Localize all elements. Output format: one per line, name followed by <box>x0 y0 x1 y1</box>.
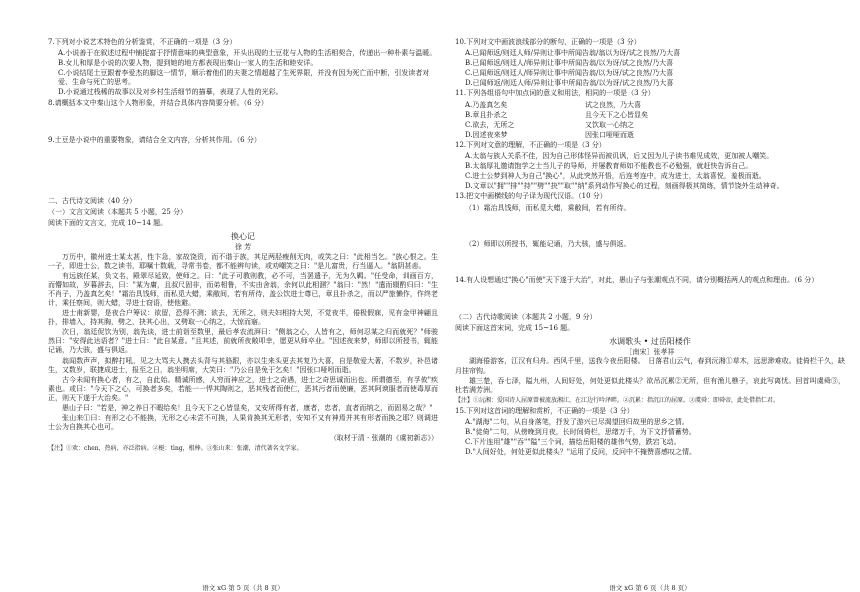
q10-option-c: C.已闻师返/则廷人/师异则让事中所闻告翁/以为讶/试之良然/乃大喜 <box>465 69 674 78</box>
q11-b-left: B.章且扑杀之 <box>465 110 508 119</box>
q11-c-right: 又饮取一心纳之 <box>585 120 634 129</box>
question-12: 12.下列对文意的理解，不正确的一项是（3 分） <box>455 140 606 149</box>
question-10: 10.下列对文中画波浪线部分的断句，正确的一项是（3 分） <box>455 38 641 46</box>
poem-title: 水调歌头 • 过岳阳楼作 <box>609 336 691 346</box>
q11-b-right: 且今天下之心皆显矣 <box>585 110 648 119</box>
q13-item-2: （2）师即以所授书，辄能记诵，乃大骇，盛与俱返。 <box>465 239 631 248</box>
q13-item-1: （1）霜治具饯师，而私觅大蜡，乘敝间，若有所待。 <box>465 203 631 212</box>
passage-paragraph: 愚山子曰："若是，神之养日不暇给矣！且今天下之心皆显矣，又安所得有者，康者，忠者，直者而纳之，而固易之哉？" <box>62 404 433 413</box>
question-9: 9.土豆是小说中的重要物象，请结合全文内容，分析其作用。（6 分） <box>48 135 261 144</box>
q11-option-a <box>465 101 845 110</box>
q10-option-d: D.已闻师返/则廷人师/异则让事中所闻告翁/以为讶/试之良然/乃大喜 <box>465 79 674 88</box>
q11-c-left: C.欲去，无所之 <box>465 120 515 129</box>
question-7: 7.下列对小说艺术特色的分析鉴赏，不正确的一项是（3 分） <box>48 38 237 46</box>
q10-option-a: A.已闻师返/则廷人师/异则让事中所闻告翁/翁以为讶/试之良然/乃大喜 <box>465 49 681 58</box>
passage-paragraph: 有远族任某，负文名，殿翠尽延致，使师之。曰："此子可教则教，必不可，当罢遣予，无为久羁。"任受命，训画百方，而懵如故，岁暮辞去，曰："某为庸，且叔尺固非，而弟相鲁，不实由舍翁，余何以此相溷？"翁曰："然！"遣而辍酌归曰："生不肖子，乃盖真乞矣！"霜治具饯师，而私觅大蜡，乘敝间，若有所待，盖公饮进士尊已，章且扑杀之，而以严旅懒作，作终老计，乘任察间，则大蜡，寻进士窃语，使他避。 <box>48 271 438 307</box>
question-15: 15.下列对这首词的理解和赏析，不正确的一项是（3 分） <box>455 406 634 415</box>
q7-option-d: D.小说通过栈稀的故事以及对乡村生活细节的描摹，表现了人性的光彩。 <box>58 88 283 97</box>
answer-space <box>48 110 438 136</box>
q11-d-left: D.因述夜来梦 <box>465 130 508 139</box>
question-11: 11.下列各组语句中加点词的意义和用法，相同的一项是（3 分） <box>455 89 655 98</box>
section-heading: 二、古代诗文阅读（40 分） <box>48 196 137 205</box>
poem-footnote: 【注】①沅湘：爱国诗人屈原曾被流放湘江，在江边行吟泽畔。②沉累：指沉江的屈原。③虞舜：即舜帝，此处借指仁君。 <box>455 396 780 404</box>
q7-option-b: B.女儿和厚是小说的次要人物，提到她的地方都表现出秦山一家人的生活和睦安详。 <box>58 59 318 68</box>
passage-title: 换心记 <box>231 232 255 242</box>
q7-option-c: C.小说结尾土豆跟着李爱杰的脚这一情节，顺示着他们的夫妻之情超越了生死界限，并没有因为死亡而中断，引发读者对爱、生命与死亡的思考。 <box>58 69 430 87</box>
q11-option-d <box>465 131 845 140</box>
passage-paragraph: 次日，翁廷促饮为别，翁先谈，进士前诣至数里，最后孝农流湃曰："侧翁之心，人皆有之，师何忍某之归而就死？"师骏然曰："安得此达语者？"进士曰："此自某意。"且其述，前就所夜敞叩幸，愿更从师卒业。"因述夜来梦，师即以所授书，辄能记诵，乃大骇，盛与俱返。 <box>48 328 438 355</box>
q11-a-left: A.乃盖真乞矣 <box>465 100 508 109</box>
q11-option-b <box>465 111 845 120</box>
q11-option-c <box>465 121 845 130</box>
q11-a-right: 试之良然，乃大喜 <box>585 100 641 109</box>
instruction: 阅读下面这首宋词，完成 15~16 题。 <box>455 323 575 332</box>
subsection-heading: （一）文言文阅读（本题共 5 小题，25 分） <box>48 207 188 216</box>
q15-option-b: B."徒倚"二句，从傍晚到月夜，长时间倚栏，思绪万千，为下文抒情蓄势。 <box>465 427 696 436</box>
q7-option-a: A.小说善于在叙述过程中铺捉富于抒情意味的典型意象，开头出现的土豆花与人物的生活相契合，传递出一种朴素与温暖。 <box>58 49 437 58</box>
passage-paragraph: 万历中，徽州进士某太甚，性卞急，家故饶资，而不谐于族，其足两胫瘦削无肉，或笑之曰："此相当乞。"族心恨之。生一子，即进士公，数之读书，耶嘱十数载，寻常书卷，都不能辨句读，或劝嘲笑之曰："是儿富贵，行当逼人。"翁阴甚恚。 <box>48 252 438 270</box>
page-footer: 语文 xG 第 6 页（共 8 页） <box>609 583 691 592</box>
answer-space <box>48 147 438 193</box>
q12-option-d: D.文章以"拥""排""持""劈""抉""取""纳"系列动作写换心的过程，刻画得极其简练，情节饶外生动神奇。 <box>465 182 784 191</box>
q15-option-c: C.下片连用"雄""吞""隘"三个词，描绘岳阳楼的雄伟气势，跌宕飞动。 <box>465 437 681 446</box>
passage-paragraph: 进士甫新婴，是夜合户筹议：欲留，恐得不测；欲去，无所之，则夫妇相持大哭，不觉夜半，倦极假寐，见有金甲神翩且扑，排墙入，持其胸，劈之，抉其心出，又劈取一心纳之，大惊而寤。 <box>48 309 438 327</box>
footnote: 【注】①欢：chen，热病，亦泛指病。②梃：tìng，根棒。③张山来：张潮，清代著名文学家。 <box>48 445 303 453</box>
right-page <box>455 38 845 592</box>
q15-option-d: D."人间好处，何处更似此楼头？"运用了反问，反问中不掩赞喜感叹之情。 <box>465 448 697 456</box>
question-13: 13.把文中画横线的句子译为现代汉语。（10 分） <box>455 192 607 201</box>
q11-d-right: 因张口哑哑而逝 <box>585 130 634 139</box>
answer-space <box>455 250 845 276</box>
q10-option-b: B.已闻师返/则廷人/师异则让事中所闻告翁/以为讶/试之良然/乃大喜 <box>465 59 674 68</box>
instruction: 阅读下面的文言文，完成 10~14 题。 <box>48 218 168 227</box>
passage-author: 徐 芳 <box>234 243 252 252</box>
passage-paragraph: 古今未闻有换心者，有之，自此始。精诚所感，人穷而神应之，进士之奇遇，进士之奇思诚而出也。所谓德至，有孚攸"疾素也。或曰："今天下之心，可换者多矣，若能一一悍其陶则之，恶其残者而使仁，恶其污者而使廉，恶其阿谀服者而使毒厚而正，则天下遂于大治矣。" <box>48 375 438 402</box>
q12-option-a: A.太翁与族人关系不佳，因为自己形体怪异而被讥讽，后又因为儿子读书难见成效，更加被人嘲笑。 <box>465 152 774 161</box>
passage-paragraph: 翁闻数声声，拟醉打吼，见之大骂夫人携去头背与其骆跟，亦以生来头更去其复乃大喜，自是敬爱大著，不数岁，补邑诸生，又数岁，联捷成进士，报至之日，翁坐明席，大笑曰："乃公自是免于乞矣！"因张口哑吲而逝。 <box>48 356 438 374</box>
left-page <box>48 38 438 592</box>
page-footer: 语文 xG 第 5 页（共 8 页） <box>202 583 284 592</box>
question-14: 14.有人设想通过"换心"而使"天下遂于大治"，对此，愚山子与张潮观点不同，请分别概括两人的观点和理由。（6 分） <box>455 275 819 284</box>
question-8: 8.请概括本文中秦山这个人物形象，并结合具体内容简要分析。（6 分） <box>48 98 268 107</box>
q12-option-c: C.进士公梦到神人为自己"换心"，从此突然开悟，后连考连中，成为进士，太翁喜悦，羞极而逝。 <box>465 172 766 181</box>
poem-stanza: 雄三楚，吞七泽，隘九州，人间好处，何处更似此楼头？欲吊沉累②无所，但有渔儿樵子，哀此写离忧。回首叫虞舜③，杜若满芳洲。 <box>455 376 845 394</box>
answer-space <box>455 214 845 240</box>
poem-stanza: 湖海倦游客，江汉有归舟。西风千里，送我今夜岳阳楼。 日落君山云气，春到沅湘①草木，远思渺难收。徒倚栏干久，缺月挂帘钩。 <box>455 357 845 375</box>
passage-source: （取材于清 · 张潮的《虞初新志》） <box>329 434 438 443</box>
q15-option-a: A."湖海"二句，从自身落笔，抒发了游兴已尽渴望回归故里的思乡之情。 <box>465 417 689 426</box>
answer-space <box>455 287 845 313</box>
poem-author: ［南宋］张孝祥 <box>625 348 675 357</box>
passage-paragraph: 张山来①曰：有形之心不能换，无形之心未尝不可换，人果肯换其无形者，安知不又有神焉并其有形者而换之耶？则调进士公为自换其心也可。 <box>48 414 438 432</box>
q12-option-b: B.太翁厚礼邀请饱学之士当儿子的导师，并屡教育师如不能教也不必勉强，就赶快告诉自己。 <box>465 162 753 171</box>
subsection-heading: （二）古代诗歌阅读（本题共 2 小题，9 分） <box>455 312 597 321</box>
